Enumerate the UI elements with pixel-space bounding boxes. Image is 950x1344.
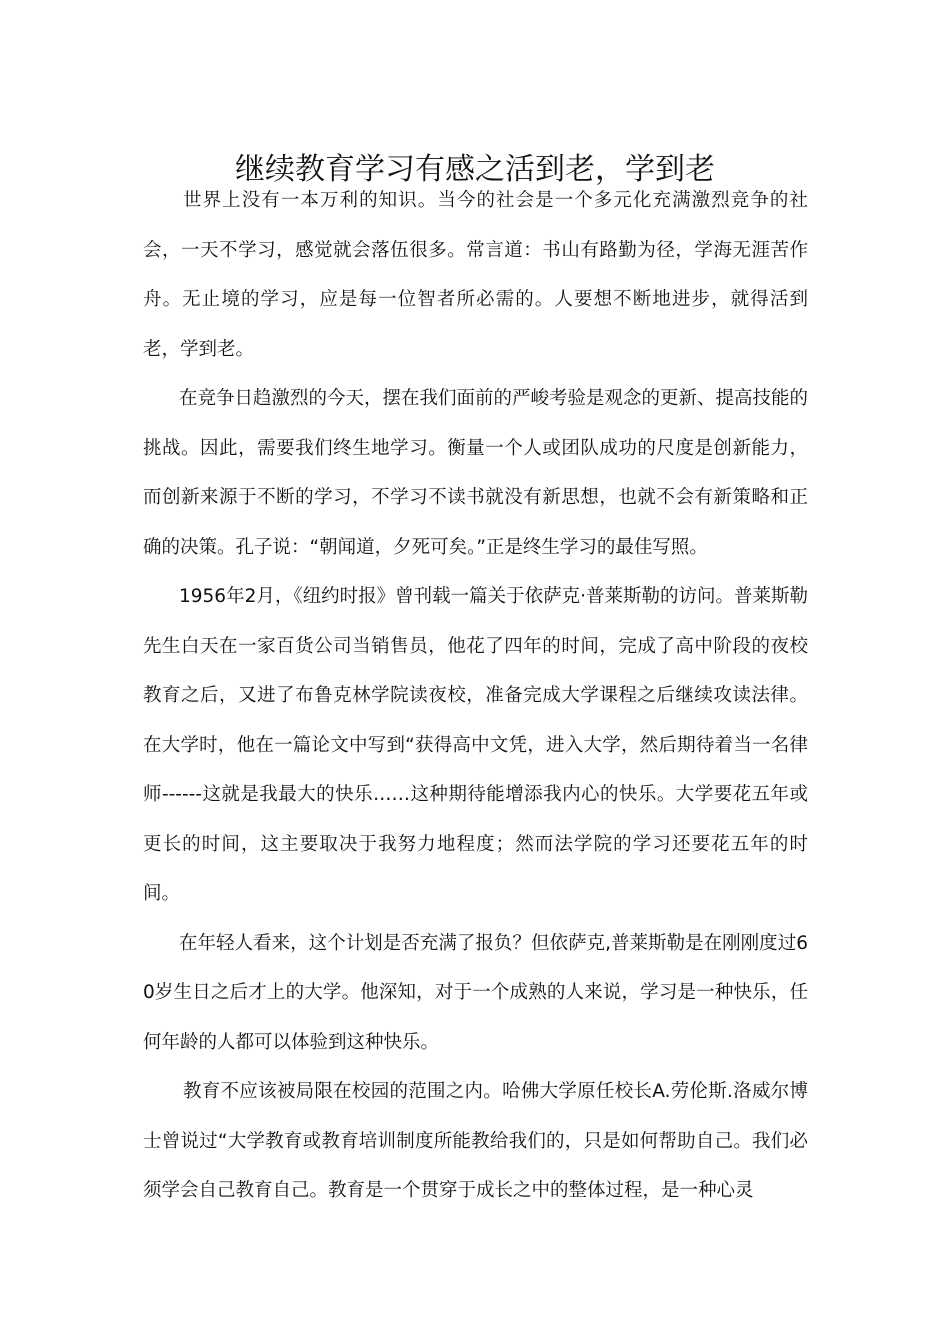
paragraph-competition-and-innovation: 在竞争日趋激烈的今天，摆在我们面前的严峻考验是观念的更新、提高技能的挑战。因此，需要我们终生地学习。衡量一个人或团队成功的尺度是创新能力，而创新来源于不断的学习，不学习不读书就没有新思想，也就不会有新策略和正确的决策。孔子说：“朝闻道，夕死可矣。”正是终生学习的最佳写照。	[143, 388, 809, 558]
paragraph-lifelong-learning-intro: 世界上没有一本万利的知识。当今的社会是一个多元化充满激烈竞争的社会，一天不学习，感觉就会落伍很多。常言道：书山有路勤为径，学海无涯苦作舟。无止境的学习，应是每一位智者所必需的。人要想不断地进步，就得活到老，学到老。	[143, 190, 808, 360]
paragraph-age-and-learning: 在年轻人看来，这个计划是否充满了报负？但依萨克,普莱斯勒是在刚刚度过60岁生日之后才上的大学。他深知，对于一个成熟的人来说，学习是一种快乐，任何年龄的人都可以体验到这种快乐。	[143, 932, 808, 1053]
paragraph-education-beyond-campus: 教育不应该被局限在校园的范围之内。哈佛大学原任校长A.劳伦斯.洛威尔博士曾说过“大学教育或教育培训制度所能教给我们的，只是如何帮助自己。我们必须学会自己教育自己。教育是一个贯穿于成长之中的整体过程，是一种心灵	[143, 1081, 808, 1201]
document-body	[143, 176, 808, 1216]
document-title: 继续教育学习有感之活到老，学到老	[235, 152, 715, 188]
paragraph-isaac-pressler-story: 1956年2月，《纽约时报》曾刊载一篇关于依萨克·普莱斯勒的访问。普莱斯勒先生白天在一家百货公司当销售员，他花了四年的时间，完成了高中阶段的夜校教育之后，又进了布鲁克林学院读夜校，准备完成大学课程之后继续攻读法律。在大学时，他在一篇论文中写到“获得高中文凭，进入大学，然后期待着当一名律师------这就是我最大的快乐……这种期待能增添我内心的快乐。大学要花五年或更长的时间，这主要取决于我努力地程度；然而法学院的学习还要花五年的时间。	[143, 586, 808, 904]
